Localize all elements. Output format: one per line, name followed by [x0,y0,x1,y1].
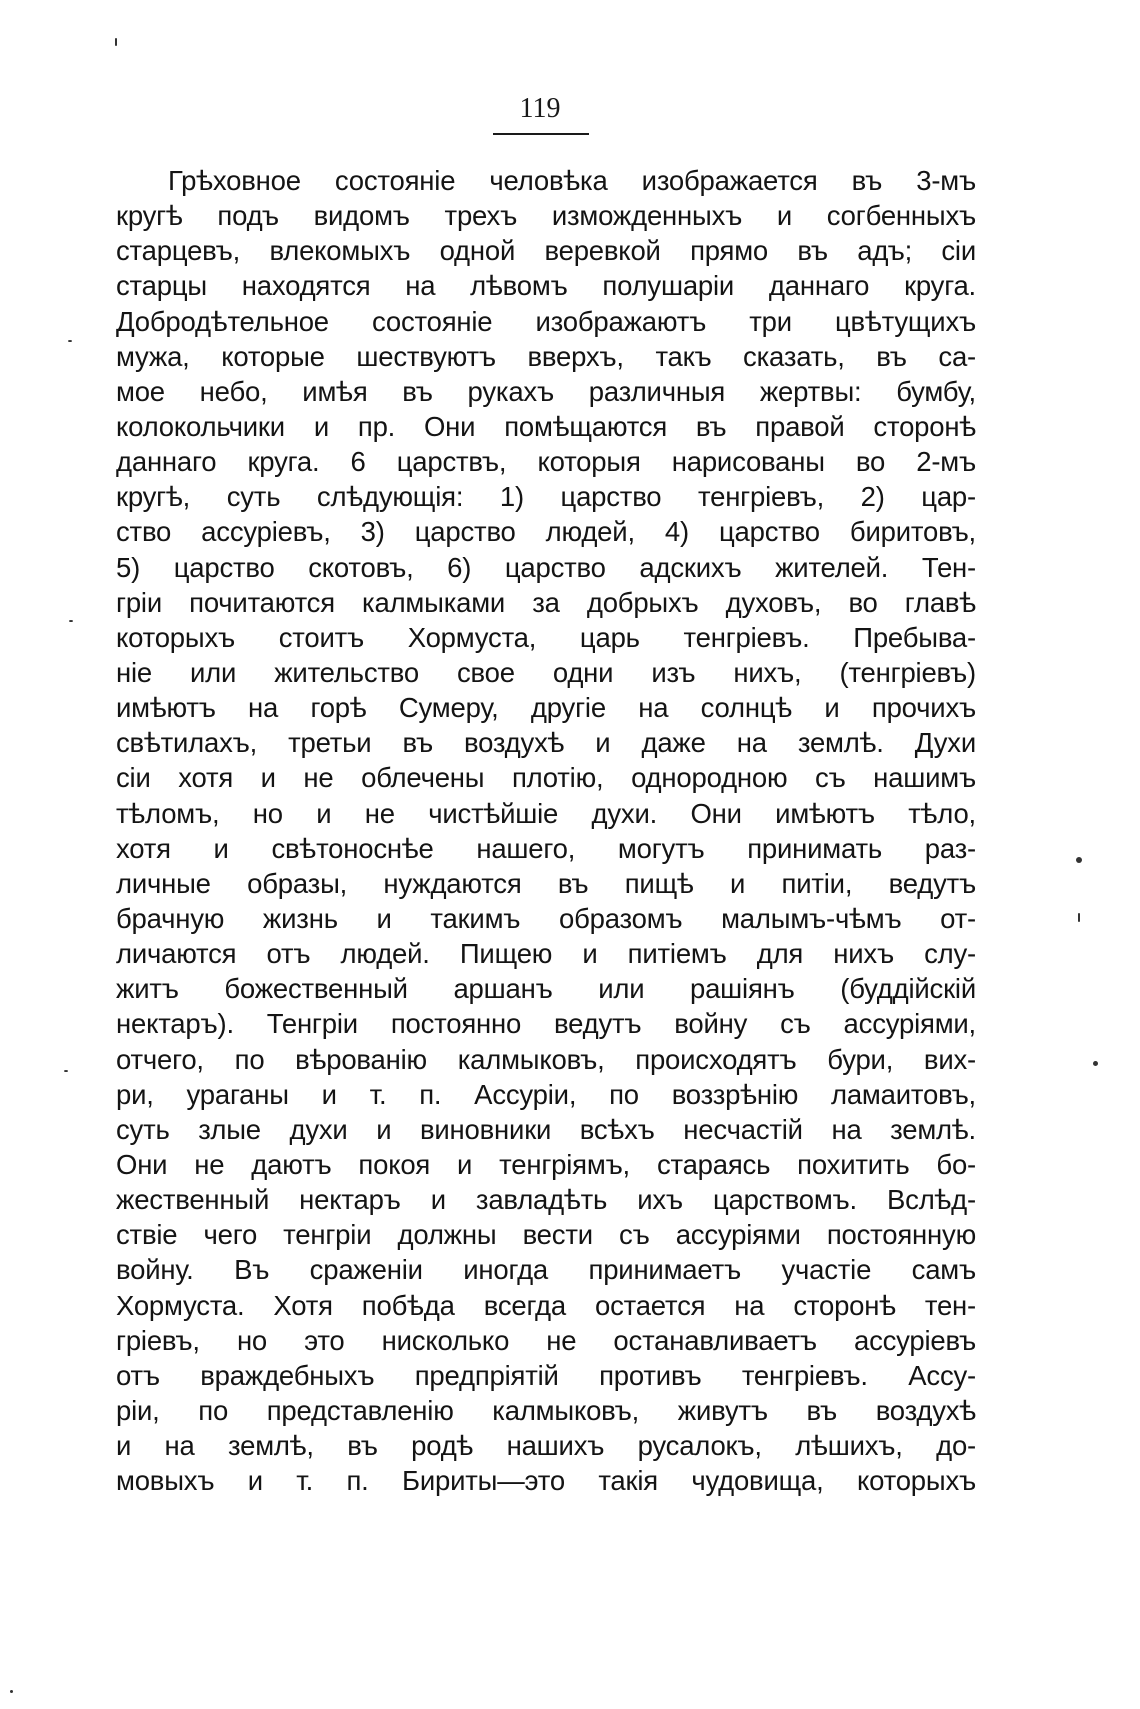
text-line: ри, ураганы и т. п. Ассурiи, по воззрѣнiю ламаитовъ, [116,1078,976,1110]
page-number: 119 [519,93,561,124]
scan-speck [10,1690,13,1693]
text-line: мовыхъ и т. п. Бириты—это такiя чудовища, которыхъ [116,1465,976,1497]
body-text [116,163,976,1498]
scan-speck [69,620,73,622]
scan-speck [1093,1061,1098,1066]
text-line: колокольчики и пр. Они помѣщаются въ правой сторонѣ [116,410,976,442]
text-line: сiи хотя и не облечены плотiю, однородною съ нашимъ [116,762,976,794]
text-line: брачную жизнь и такимъ образомъ малымъ-чѣмъ от- [116,902,976,934]
text-line: грiевъ, но это нисколько не останавливаетъ ассурiевъ [116,1324,976,1356]
text-line: даннаго круга. 6 царствъ, которыя нарисованы во 2-мъ [116,446,976,478]
text-line: Хормуста. Хотя побѣда всегда остается на сторонѣ тен- [116,1289,976,1321]
text-line: кругѣ, суть слѣдующiя: 1) царство тенгрiевъ, 2) цар- [116,481,976,513]
scan-speck [1078,913,1080,922]
page-number-rule [493,133,589,135]
text-line: житъ божественный аршанъ или рашiянъ (буддiйскiй [116,973,976,1005]
text-line: хотя и свѣтоноснѣе нашего, могутъ принимать раз- [116,832,976,864]
text-line: личные образы, нуждаются въ пищѣ и питiи, ведутъ [116,867,976,899]
text-line: имѣютъ на горѣ Сумеру, другiе на солнцѣ и прочихъ [116,692,976,724]
text-line: старцы находятся на лѣвомъ полушарiи даннаго круга. [116,270,976,302]
text-line: свѣтилахъ, третьи въ воздухѣ и даже на землѣ. Духи [116,727,976,759]
text-line: Грѣховное состоянiе человѣка изображается въ 3-мъ [168,165,976,196]
scan-speck [1076,857,1082,863]
text-line: ство ассурiевъ, 3) царство людей, 4) царство биритовъ, [116,516,976,548]
text-line: войну. Въ сраженiи иногда принимаетъ участiе самъ [116,1254,976,1286]
scan-speck [115,38,117,46]
text-line: 5) царство скотовъ, 6) царство адскихъ жителей. Тен- [116,551,976,583]
text-line: грiи почитаются калмыками за добрыхъ духовъ, во главѣ [116,586,976,618]
text-line: старцевъ, влекомыхъ одной веревкой прямо въ адъ; сiи [116,235,976,267]
text-line: и на землѣ, въ родѣ нашихъ русалокъ, лѣшихъ, до- [116,1430,976,1462]
text-line: Добродѣтельное состоянiе изображаютъ три цвѣтущихъ [116,305,976,337]
scan-speck [68,340,72,342]
scan-speck [64,1070,68,1072]
text-line: нектаръ). Тенгрiи постоянно ведутъ войну съ ассурiями, [116,1008,976,1040]
text-line: личаются отъ людей. Пищею и питiемъ для нихъ слу- [116,938,976,970]
text-line: рiи, по представленiю калмыковъ, живутъ въ воздухѣ [116,1394,976,1426]
text-line: которыхъ стоитъ Хормуста, царь тенгрiевъ. Пребыва- [116,621,976,653]
text-line: жественный нектаръ и завладѣть ихъ царствомъ. Вслѣд- [116,1184,976,1216]
text-line: мое небо, имѣя въ рукахъ различныя жертвы: бумбу, [116,375,976,407]
text-line: кругѣ подъ видомъ трехъ изможденныхъ и согбенныхъ [116,200,976,232]
text-line: тѣломъ, но и не чистѣйшiе духи. Они имѣютъ тѣло, [116,797,976,829]
text-line: ствiе чего тенгрiи должны вести съ ассурiями постоянную [116,1219,976,1251]
text-line: суть злые духи и виновники всѣхъ несчастiй на землѣ. [116,1113,976,1145]
text-line: отъ враждебныхъ предпрiятiй противъ тенгрiевъ. Ассу- [116,1359,976,1391]
text-line: нiе или жительство свое одни изъ нихъ, (тенгрiевъ) [116,656,976,688]
text-line: Они не даютъ покоя и тенгрiямъ, стараясь похитить бо- [116,1148,976,1180]
text-line: отчего, по вѣрованiю калмыковъ, происходятъ бури, вих- [116,1043,976,1075]
text-line: мужа, которые шествуютъ вверхъ, такъ сказать, въ са- [116,340,976,372]
